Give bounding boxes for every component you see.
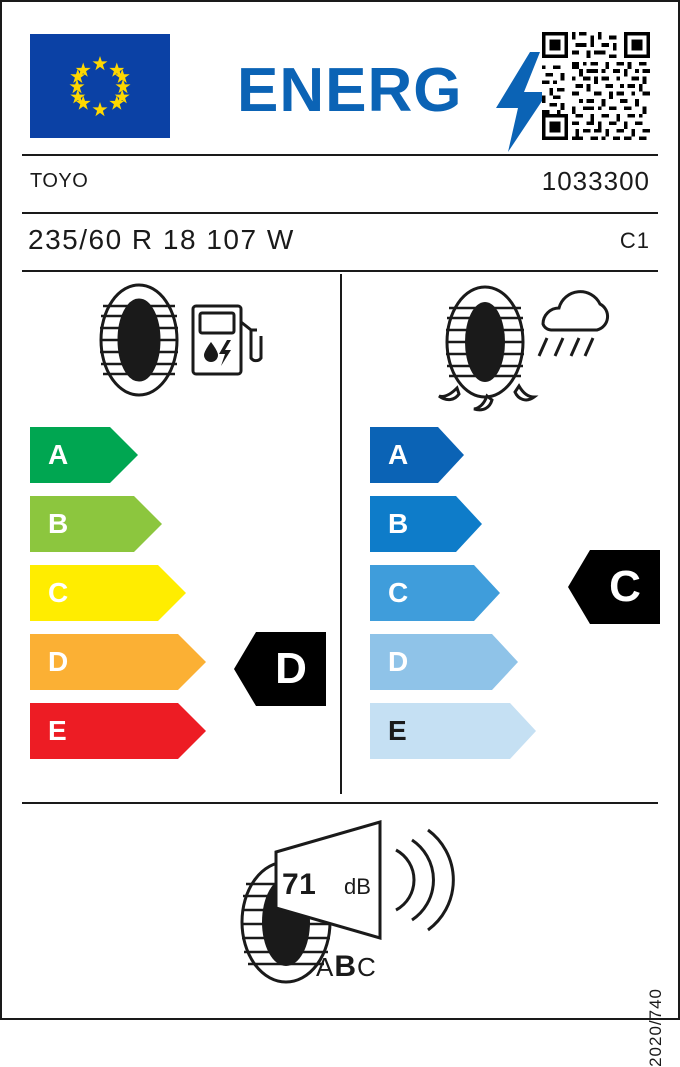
grade-letter: D: [48, 646, 69, 677]
noise-section: [220, 822, 470, 992]
regulation-number: 2020/740: [646, 988, 665, 1067]
rain-cloud-tyre-icon: [427, 280, 607, 415]
grade-letter: B: [388, 508, 409, 539]
noise-class-c: C: [357, 952, 377, 982]
energ-wordmark: [192, 34, 522, 138]
grade-letter: B: [48, 508, 69, 539]
qr-code-icon: [542, 32, 650, 140]
grade-letter: C: [48, 577, 69, 608]
fuel-pump-tyre-icon: [87, 280, 267, 405]
vertical-divider: [340, 274, 342, 794]
grade-letter: C: [388, 577, 409, 608]
divider-3: [22, 270, 658, 272]
fuel-rating-letter: D: [275, 644, 307, 693]
noise-unit: dB: [344, 874, 371, 899]
fuel-rating-marker: [234, 632, 326, 706]
energ-text: ENERG: [237, 56, 463, 125]
noise-class-a: A: [316, 952, 335, 982]
grade-letter: E: [388, 715, 407, 746]
tyre-size: 235/60 R 18 107 W: [28, 224, 295, 255]
tyre-class: C1: [619, 228, 650, 253]
divider-4: [22, 802, 658, 804]
eu-flag-icon: [30, 34, 170, 138]
brand-name: TOYO: [30, 170, 89, 192]
divider-1: [22, 154, 658, 156]
grade-letter: E: [48, 715, 67, 746]
grade-letter: A: [48, 439, 69, 470]
grade-letter: D: [388, 646, 409, 677]
divider-2: [22, 212, 658, 214]
wet-grip-rating-marker: [568, 550, 660, 624]
noise-class-scale: [316, 950, 377, 984]
noise-class-b: B: [334, 950, 358, 983]
grade-letter: A: [388, 439, 409, 470]
wet-grip-rating-letter: C: [609, 562, 641, 611]
noise-value: 71: [282, 868, 317, 901]
label-header: [2, 2, 678, 154]
product-code: 1033300: [541, 166, 650, 196]
